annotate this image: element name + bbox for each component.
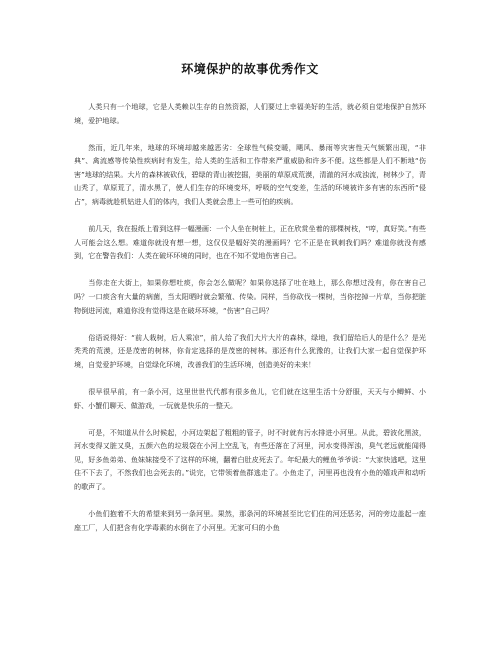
paragraph: 小鱼们抱着不大的希望来到另一条河里。果然，那条河的环境甚至比它们住的河还恶劣，河的旁边盖起一座座工厂，人们把含有化学毒素的水倒在了小河里。无家可归的小鱼 — [74, 509, 426, 532]
document-body — [74, 100, 426, 548]
paragraph: 可是，不知道从什么时候起，小河边架起了粗粗的管子，时不时就有污水排进小河里。从此，碧波化黑波，河水变得又脏又臭，五颜六色的垃圾袋在小河上空乱飞，有些还落在了河里，河水变得浑浊，臭气老远就能闻得见，好多鱼弟弟、鱼妹妹接受不了这样的环境，翻着白肚皮死去了。年纪最大的鲤鱼爷爷说：“大家快逃吧，这里住不下去了，不然我们也会死去的。”说完，它带领着鱼群逃走了。小鱼走了，河里再也没有小鱼的嬉戏声和动听的歌声了。 — [74, 427, 426, 492]
paragraph: 当你走在大街上，如果你想吐痰，你会怎么做呢？如果你选择了吐在地上，那么你想过没有，你在害自己吗？一口痰含有大量的病菌，当太阳晒时就会繁殖、传染。同样，当你砍伐一棵树，当你挖掉一片草，当你把脏物倒进河流，难道你没有觉得这是在破坏环境，“伤害”自己吗？ — [74, 278, 426, 315]
paragraph: 前几天，我在报纸上看到这样一幅漫画：一个人坐在树桩上，正在欣赏坐着的那棵树枝，“哼，真好笑。”有些人可能会这么想。难道你就没有想一想，这仅仅是幅好笑的漫画吗？它不正是在讽刺我们吗？难道你就没有感到，它在警告我们：人类在破坏环境的同时，也在不知不觉地伤害自己。 — [74, 224, 426, 261]
paragraph: 人类只有一个地球，它是人类赖以生存的自然资源，人们要过上幸福美好的生活，就必须自觉地保护自然环境，爱护地球。 — [74, 102, 426, 125]
paragraph: 俗语说得好：“前人栽树，后人乘凉”，前人给了我们大片大片的森林，绿地，我们留给后人的是什么？是光秃秃的荒漠，还是茂密的树林，你肯定选择的是茂密的树林。那还有什么犹豫的，让我们大家一起自觉保护环境，自觉爱护环境，自觉绿化环境，改善我们的生活环境，创造美好的未来！ — [74, 332, 426, 369]
paragraph: 然而，近几年来，地球的环境却越来越恶劣：全球性气候变暖，飓风、暴雨等灾害性天气频繁出现，“非典”、禽流感等传染性疾病时有发生，给人类的生活和工作带来严重威胁和许多不便。这些都是人们不断地“伤害”地球的结果。大片的森林被砍伐，碧绿的青山被挖掘，美丽的草原成荒漠，清澈的河水成浊流，树林少了，青山秃了，草原荒了，清水黑了，使人们生存的环境变坏，呼吸的空气变差，生活的环境被许多有害的东西所“侵占”，病毒就趁机钻进人们的体内，我们人类就会患上一些可怕的疾病。 — [74, 142, 426, 207]
paragraph: 很早很早前，有一条小河，这里世世代代都有很多鱼儿，它们就在这里生活十分舒服，天天与小鲫鲜、小虾、小蟹们聊天、做游戏，一玩就是快乐的一整天。 — [74, 387, 426, 410]
document-title: 环境保护的故事优秀作文 — [181, 62, 319, 76]
